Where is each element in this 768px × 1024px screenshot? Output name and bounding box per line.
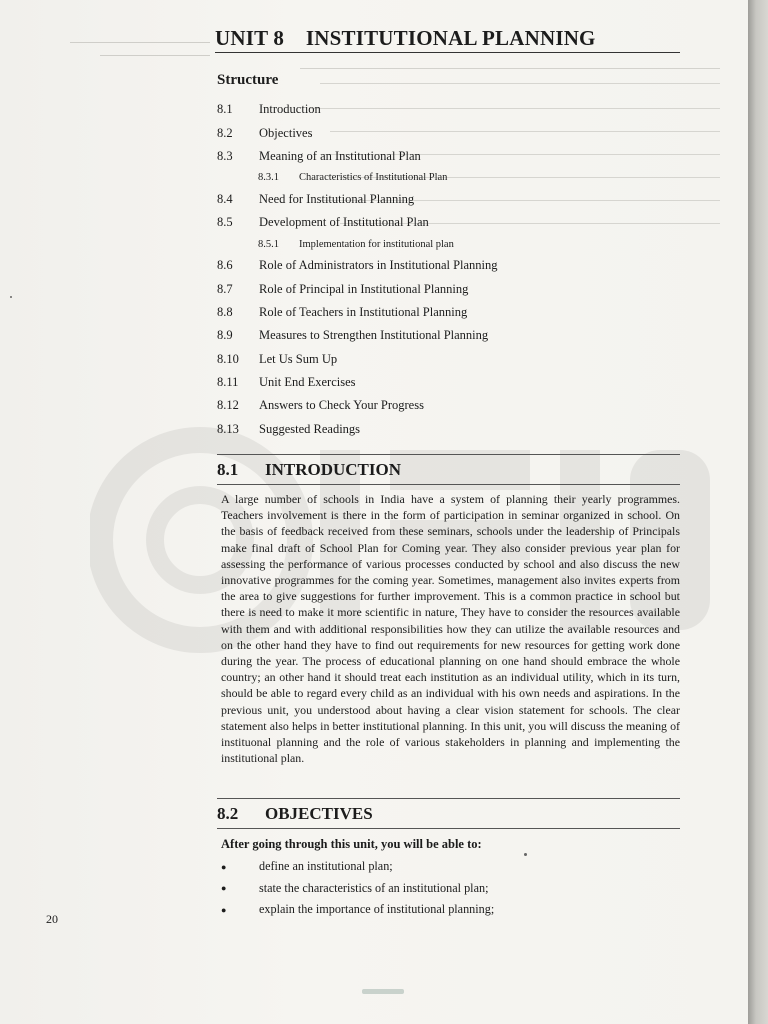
structure-item [217,254,687,277]
page-number: 20 [46,912,58,926]
structure-item [217,234,687,254]
structure-item [217,168,687,188]
structure-item-number: 8.8 [217,304,233,319]
scan-speck [10,296,12,298]
structure-item-label: Suggested Readings [259,421,361,436]
unit-title [215,26,680,53]
scan-mark [362,989,404,994]
objective-item [221,899,681,921]
structure-item-label: Objectives [259,125,313,140]
structure-item-label: Unit End Exercises [259,375,356,390]
structure-item-label: Need for Institutional Planning [259,191,415,206]
section-number: 8.1 [217,460,239,479]
structure-item [217,277,687,300]
structure-item-number: 8.9 [217,328,233,343]
section-number: 8.2 [217,804,239,823]
structure-item-number: 8.5 [217,215,233,230]
structure-item [217,211,687,234]
structure-item-label: Implementation for institutional plan [299,238,454,250]
structure-item [217,121,687,144]
objective-text: explain the importance of institutional planning; [259,902,495,917]
structure-item-number: 8.3.1 [258,172,279,184]
introduction-heading [217,454,680,485]
structure-item-label: Let Us Sum Up [259,351,338,366]
objectives-lead: After going through this unit, you will be able to: [221,837,482,851]
structure-item-number: 8.1 [217,102,233,117]
structure-item [217,348,687,371]
structure-item [217,324,687,347]
structure-item-number: 8.11 [217,375,239,390]
structure-item-number: 8.10 [217,351,239,366]
structure-item-label: Characteristics of Institutional Plan [299,172,448,184]
structure-item [217,145,687,168]
structure-item [217,188,687,211]
structure-item-number: 8.7 [217,281,233,296]
structure-item [217,394,687,417]
introduction-paragraph: A large number of schools in India have a system of planning their yearly programmes. Teachers involvement is there in the form of participation in seminar organized in school. On the basis of feedback received from these seminars, schools under the leadership of Principals make final draft of School Plan for Coming year. They also consider previous year plan for assessing the performance of various processes conducted by school and also discuss the new innovative programmes for the coming year. Sometimes, management also invites experts from the area to give suggestions for further improvement. This is a common practice in school but there is need to make it more scientific in nature, They have to consider the resources available with them and with additional responsibilities how they can utilize the available resources and on the other hand they have to find out requirements for new resources for getting work done during the year. The process of educational planning on one hand should embrace the whole country; an other hand it should treat each institution as an individual utility, which in its turn, should be able to regard every child as an individual with his own needs and aspirations. In the previous unit, you understood about having a clear vision statement for schools. The clear statement also helps in better institutional planning. In this unit, you will discuss the meaning of instituonal planning and the role of various stakeholders in planning and implementing the institutional plan. [221,492,680,766]
structure-heading: Structure [217,72,279,88]
structure-item-number: 8.13 [217,421,239,436]
objective-text: define an institutional plan; [259,859,393,874]
bullet-icon: ● [221,861,227,872]
page-edge [748,0,768,1024]
objective-item [221,856,681,878]
structure-item-label: Role of Teachers in Institutional Planning [259,304,468,319]
structure-item-label: Development of Institutional Plan [259,215,429,230]
structure-item-number: 8.4 [217,191,233,206]
structure-item [217,418,687,441]
structure-item-number: 8.2 [217,125,233,140]
structure-list [217,98,687,441]
structure-item [217,371,687,394]
section-title: OBJECTIVES [265,804,373,823]
objectives-list [221,856,681,921]
structure-item-number: 8.3 [217,148,233,163]
structure-item-number: 8.5.1 [258,238,279,250]
structure-item [217,301,687,324]
scan-speck [524,853,527,856]
structure-item-number: 8.12 [217,398,239,413]
show-through-text [70,30,210,56]
objective-item [221,878,681,900]
structure-item-label: Meaning of an Institutional Plan [259,148,421,163]
structure-item-label: Role of Principal in Institutional Planning [259,281,469,296]
objectives-heading [217,798,680,829]
structure-item-number: 8.6 [217,258,233,273]
structure-item-label: Introduction [259,102,321,117]
bullet-icon: ● [221,904,227,915]
structure-item [217,98,687,121]
section-title: INTRODUCTION [265,460,402,479]
unit-title-text: UNIT 8 INSTITUTIONAL PLANNING [215,26,596,50]
structure-item-label: Measures to Strengthen Institutional Planning [259,328,489,343]
objective-text: state the characteristics of an institutional plan; [259,880,489,895]
bullet-icon: ● [221,883,227,894]
structure-item-label: Answers to Check Your Progress [259,398,424,413]
structure-item-label: Role of Administrators in Institutional Planning [259,258,498,273]
